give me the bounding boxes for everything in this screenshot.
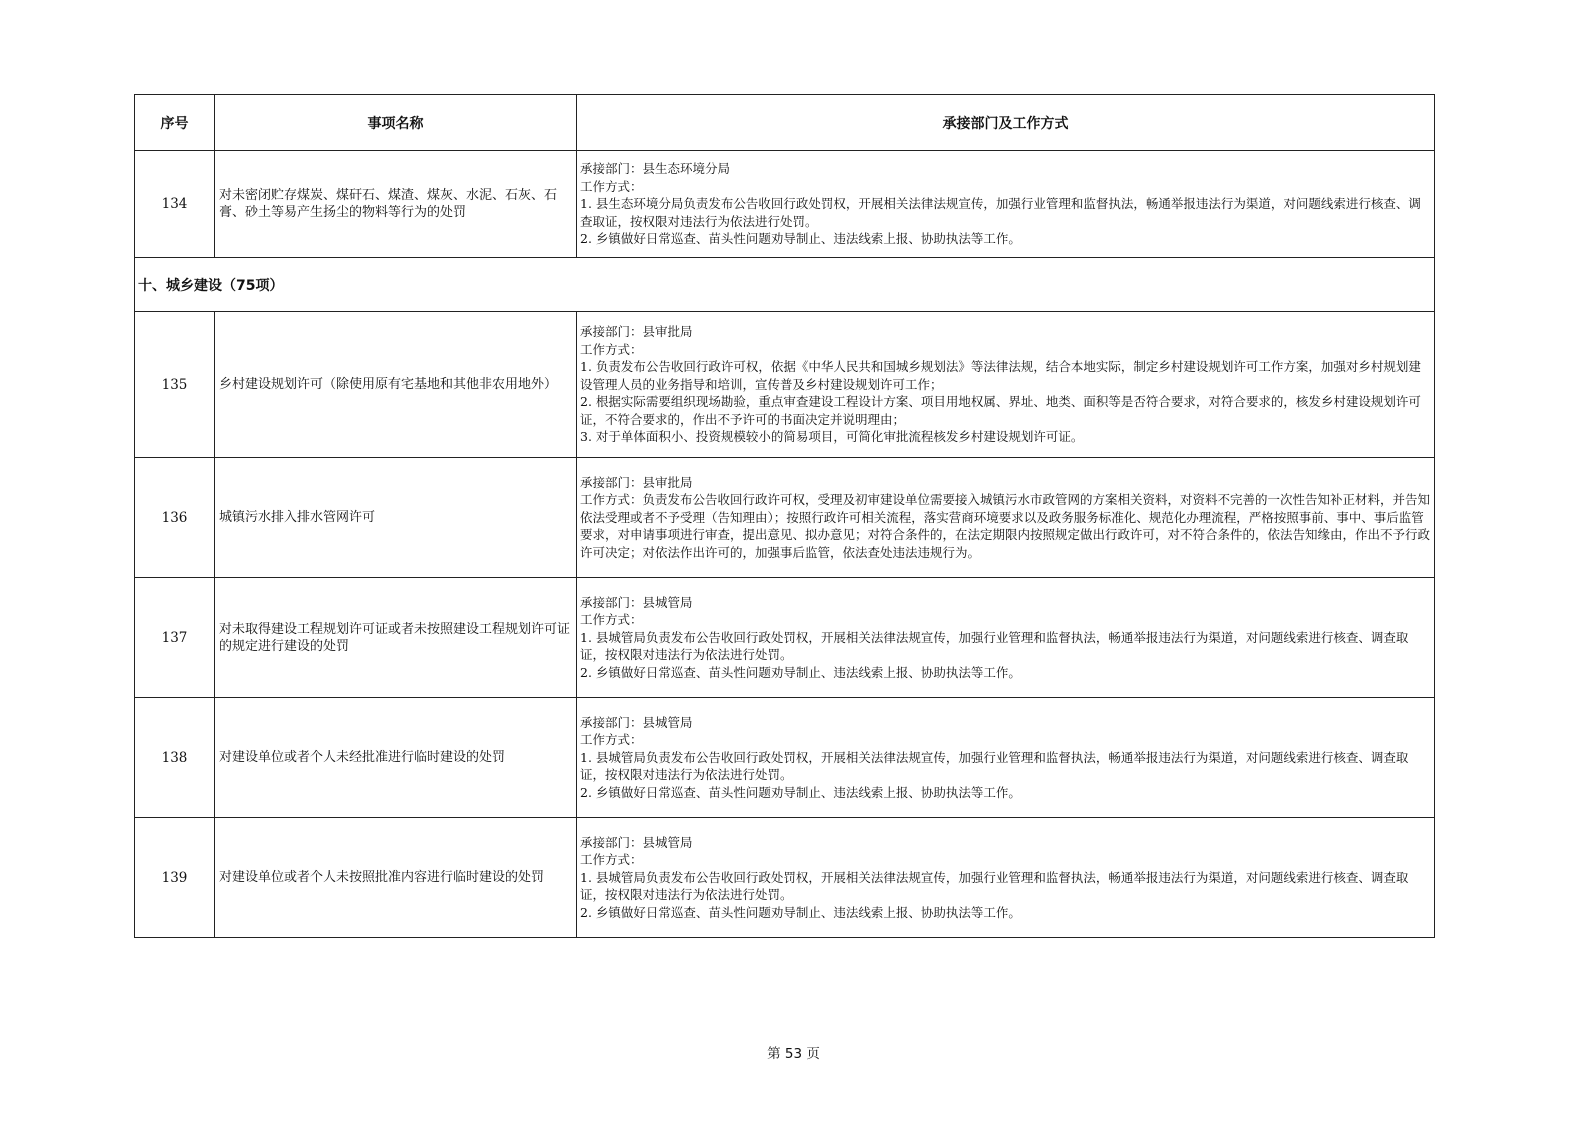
table-row <box>135 698 1435 818</box>
dept-method <box>577 578 1435 698</box>
method-line: 1. 县城管局负责发布公告收回行政处罚权，开展相关法律法规宣传，加强行业管理和监督执法，畅通举报违法行为渠道，对问题线索进行核查、调查取证，按权限对违法行为依法进行处罚。 <box>580 749 1409 783</box>
row-number: 138 <box>135 698 215 818</box>
dept-method <box>577 312 1435 458</box>
row-number: 135 <box>135 312 215 458</box>
section-row <box>135 258 1435 312</box>
method-line: 2. 乡镇做好日常巡查、苗头性问题劝导制止、违法线索上报、协助执法等工作。 <box>580 664 1021 680</box>
table-row <box>135 151 1435 258</box>
item-name: 对建设单位或者个人未经批准进行临时建设的处罚 <box>215 698 577 818</box>
row-number: 134 <box>135 151 215 258</box>
dept-line: 承接部门：县城管局 <box>580 714 693 730</box>
dept-line: 承接部门：县城管局 <box>580 834 693 850</box>
method-line: 2. 乡镇做好日常巡查、苗头性问题劝导制止、违法线索上报、协助执法等工作。 <box>580 231 1021 247</box>
row-number: 136 <box>135 458 215 578</box>
table-row <box>135 458 1435 578</box>
method-line: 2. 乡镇做好日常巡查、苗头性问题劝导制止、违法线索上报、协助执法等工作。 <box>580 784 1021 800</box>
document-sheet <box>134 94 1434 938</box>
method-line: 3. 对于单体面积小、投资规模较小的简易项目，可简化审批流程核发乡村建设规划许可证。 <box>580 429 1084 445</box>
table-row <box>135 818 1435 938</box>
method-line: 工作方式： <box>580 341 643 357</box>
method-line: 1. 县生态环境分局负责发布公告收回行政处罚权，开展相关法律法规宣传，加强行业管理和监督执法，畅通举报违法行为渠道，对问题线索进行核查、调查取证，按权限对违法行为依法进行处罚。 <box>580 196 1421 229</box>
table-row <box>135 312 1435 458</box>
method-line: 2. 根据实际需要组织现场勘验，重点审查建设工程设计方案、项目用地权属、界址、地类、面积等是否符合要求，对符合要求的，核发乡村建设规划许可证，不符合要求的，作出不予许可的书面决定并说明理由； <box>580 394 1421 427</box>
method-line: 工作方式： <box>580 732 643 748</box>
header-no: 序号 <box>135 95 215 151</box>
dept-method <box>577 458 1435 578</box>
dept-method <box>577 151 1435 258</box>
method-line: 工作方式： <box>580 612 643 628</box>
page-number: 第 53 页 <box>767 1046 820 1062</box>
dept-line: 承接部门：县审批局 <box>580 323 693 339</box>
method-line: 1. 县城管局负责发布公告收回行政处罚权，开展相关法律法规宣传，加强行业管理和监督执法，畅通举报违法行为渠道，对问题线索进行核查、调查取证，按权限对违法行为依法进行处罚。 <box>580 869 1409 903</box>
item-name: 对建设单位或者个人未按照批准内容进行临时建设的处罚 <box>215 818 577 938</box>
table-header-row <box>135 95 1435 151</box>
header-item-name: 事项名称 <box>215 95 577 151</box>
section-title: 十、城乡建设（75项） <box>135 258 1435 312</box>
table-row <box>135 578 1435 698</box>
method-line: 1. 县城管局负责发布公告收回行政处罚权，开展相关法律法规宣传，加强行业管理和监督执法，畅通举报违法行为渠道，对问题线索进行核查、调查取证，按权限对违法行为依法进行处罚。 <box>580 629 1409 663</box>
row-number: 137 <box>135 578 215 698</box>
header-dept-method: 承接部门及工作方式 <box>577 95 1435 151</box>
method-line: 2. 乡镇做好日常巡查、苗头性问题劝导制止、违法线索上报、协助执法等工作。 <box>580 904 1021 920</box>
dept-line: 承接部门：县审批局 <box>580 474 693 490</box>
method-line: 1. 负责发布公告收回行政许可权，依据《中华人民共和国城乡规划法》等法律法规，结合本地实际，制定乡村建设规划许可工作方案，加强对乡村规划建设管理人员的业务指导和培训，宣传普及乡村建设规划许可工作； <box>580 359 1421 392</box>
item-name: 对未取得建设工程规划许可证或者未按照建设工程规划许可证的规定进行建设的处罚 <box>215 578 577 698</box>
method-line: 工作方式： <box>580 852 643 868</box>
dept-method <box>577 698 1435 818</box>
method-line: 工作方式： <box>580 178 643 194</box>
item-name: 对未密闭贮存煤炭、煤矸石、煤渣、煤灰、水泥、石灰、石膏、砂土等易产生扬尘的物料等行为的处罚 <box>215 151 577 258</box>
dept-line: 承接部门：县生态环境分局 <box>580 161 731 177</box>
items-table <box>134 94 1435 938</box>
dept-method <box>577 818 1435 938</box>
item-name: 城镇污水排入排水管网许可 <box>215 458 577 578</box>
method-line: 工作方式：负责发布公告收回行政许可权，受理及初审建设单位需要接入城镇污水市政管网的方案相关资料，对资料不完善的一次性告知补正材料，并告知依法受理或者不予受理（告知理由）；按照行政许可相关流程，落实营商环境要求以及政务服务标准化、规范化办理流程，严格按照事前、事中、事后监管要求，对申请事项进行审查，提出意见、拟办意见；对符合条件的，在法定期限内按照规定做出行政许可，对不符合条件的，依法告知缘由，作出不予行政许可决定；对依法作出许可的，加强事后监管，依法查处违法违规行为。 <box>580 492 1431 560</box>
item-name: 乡村建设规划许可（除使用原有宅基地和其他非农用地外） <box>215 312 577 458</box>
dept-line: 承接部门：县城管局 <box>580 594 693 610</box>
row-number: 139 <box>135 818 215 938</box>
